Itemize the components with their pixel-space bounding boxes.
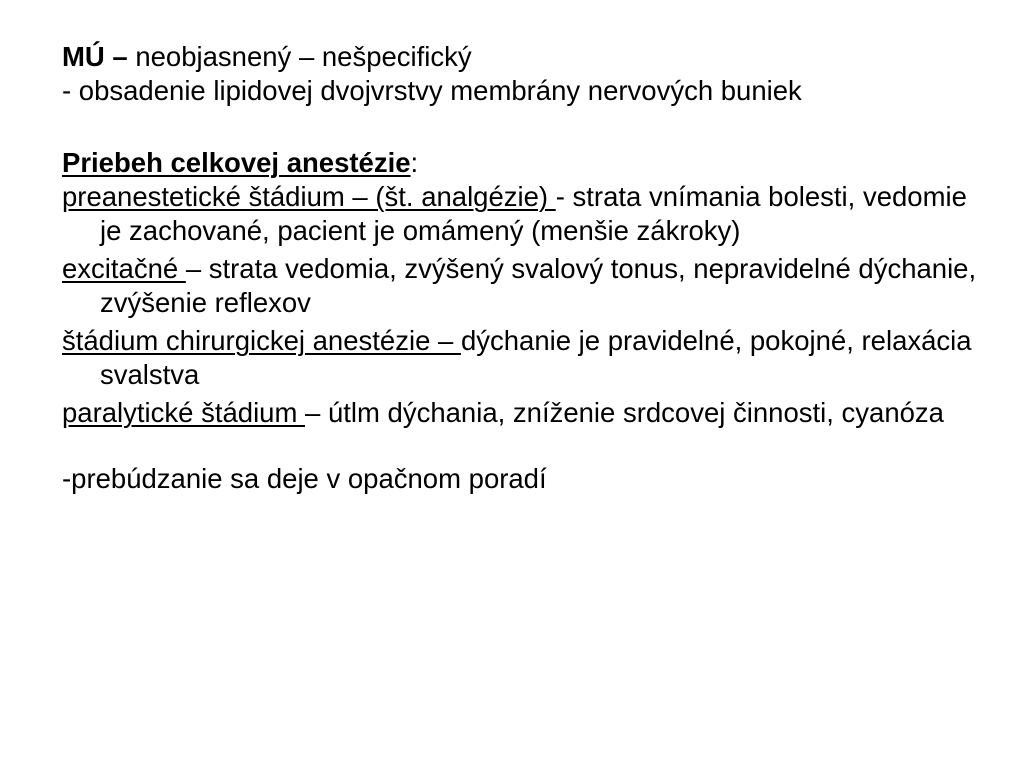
intro-term-rest: neobjasnený – nešpecifický [127,41,472,72]
stage-name: štádium chirurgickej anestézie – [62,325,461,356]
stage-text: – útlm dýchania, zníženie srdcovej činnosti, cyanóza [305,397,944,428]
stage-name: paralytické štádium [62,397,306,428]
closing-note: -prebúdzanie sa deje v opačnom poradí [62,463,547,494]
stage-paralytic [62,396,992,430]
intro-line [62,40,992,74]
stage-text: – strata vedomia, zvýšený svalový tonus, nepravidelné dýchanie, zvýšenie reflexov [100,253,977,318]
stage-name: excitačné [62,253,186,284]
intro-subline: - obsadenie lipidovej dvojvrstvy membrány nervových buniek [62,75,802,106]
stage-excitation [62,252,992,320]
course-heading: Priebeh celkovej anestézie [62,147,411,178]
course-heading-colon: : [410,147,419,178]
stage-text: dýchanie je pravidelné, pokojné, relaxácia svalstva [100,325,972,390]
course-heading-line [62,146,992,180]
stage-surgical-anesthesia [62,324,992,392]
stage-preanesthetic [62,180,992,248]
stage-name: preanestetické štádium – (št. analgézie) [62,181,556,212]
slide-body [62,40,992,496]
stage-text: - strata vnímania bolesti, vedomie je zachované, pacient je omámený (menšie zákroky) [100,181,967,246]
intro-term: MÚ – [62,41,128,72]
